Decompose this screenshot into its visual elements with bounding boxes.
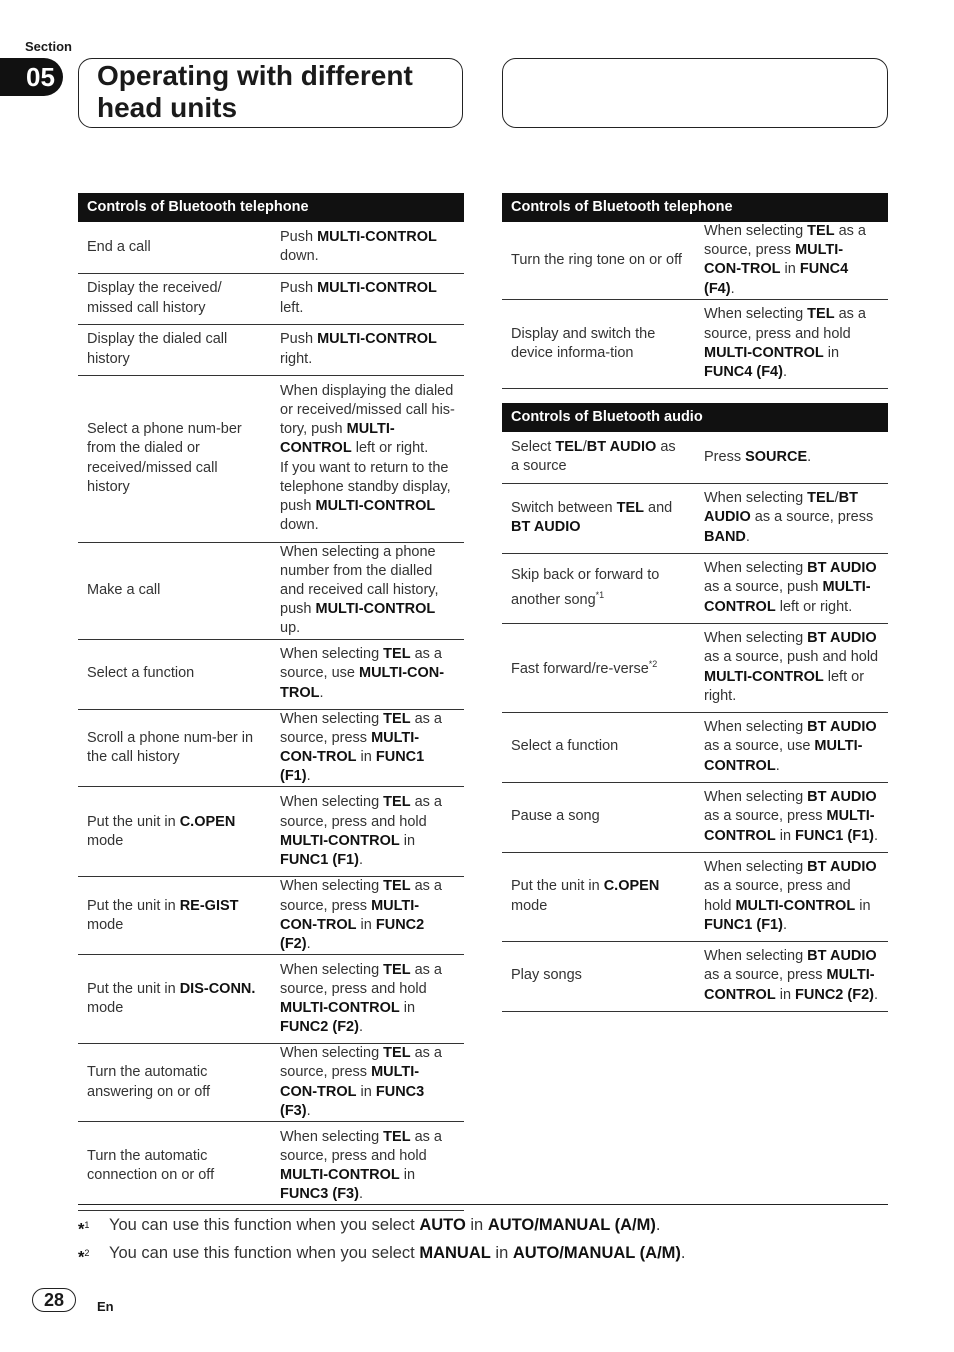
function-cell: Put the unit in C.OPEN mode (502, 852, 695, 941)
function-cell: Put the unit in DIS-CONN. mode (78, 955, 271, 1044)
footnote-mark: *$^1$ (78, 1220, 90, 1239)
function-cell: Switch between TEL and BT AUDIO (502, 483, 695, 553)
empty-header-frame (502, 58, 888, 128)
function-cell: Select a function (502, 712, 695, 782)
operation-cell: When selecting TEL as a source, press MULTI-CON-TROL in FUNC1 (F1). (271, 709, 464, 787)
table-row (78, 542, 464, 639)
table-row (78, 787, 464, 877)
function-cell: Turn the ring tone on or off (502, 222, 695, 299)
language-label: En (97, 1299, 114, 1314)
footnote-text: You can use this function when you select MANUAL in AUTO/MANUAL (A/M). (109, 1243, 686, 1262)
table-row (502, 852, 888, 941)
table-header: Controls of Bluetooth telephone (502, 193, 888, 222)
operation-cell: When selecting BT AUDIO as a source, use MULTI-CONTROL. (695, 712, 888, 782)
operation-cell: Push MULTI-CONTROL right. (271, 324, 464, 375)
operation-cell: When selecting BT AUDIO as a source, press and hold MULTI-CONTROL in FUNC1 (F1). (695, 852, 888, 941)
table-row (78, 324, 464, 375)
footnotes (78, 1214, 686, 1269)
operation-cell: When selecting TEL as a source, press and hold MULTI-CONTROL in FUNC2 (F2). (271, 955, 464, 1044)
function-cell: Display the dialed call history (78, 324, 271, 375)
table-row (502, 483, 888, 553)
operation-cell: When selecting TEL as a source, press MULTI-CON-TROL in FUNC3 (F3). (271, 1044, 464, 1122)
function-cell: Put the unit in RE-GIST mode (78, 877, 271, 955)
section-label: Section (25, 39, 72, 54)
function-cell: End a call (78, 222, 271, 273)
table-row (78, 955, 464, 1044)
function-cell: Turn the automatic answering on or off (78, 1044, 271, 1122)
operation-cell: Press SOURCE. (695, 432, 888, 483)
footnote (78, 1214, 686, 1242)
operation-cell: When selecting TEL as a source, press MULTI-CON-TROL in FUNC4 (F4). (695, 222, 888, 299)
operation-cell: When selecting TEL as a source, press and hold MULTI-CONTROL in FUNC1 (F1). (271, 787, 464, 877)
operation-cell: Push MULTI-CONTROL left. (271, 273, 464, 324)
table-header: Controls of Bluetooth telephone (78, 193, 464, 222)
table-row (502, 782, 888, 852)
table-row (78, 709, 464, 787)
operation-cell: When selecting BT AUDIO as a source, push MULTI-CONTROL left or right. (695, 553, 888, 623)
operation-cell: When selecting BT AUDIO as a source, push and hold MULTI-CONTROL left or right. (695, 623, 888, 712)
table-row (78, 1044, 464, 1122)
function-cell: Fast forward/re-verse$^{*2}$ (502, 623, 695, 712)
function-cell: Display and switch the device informa-tion (502, 299, 695, 388)
function-cell: Scroll a phone num-ber in the call history (78, 709, 271, 787)
operation-cell: When selecting TEL/BT AUDIO as a source, press BAND. (695, 483, 888, 553)
footnote (78, 1242, 686, 1270)
bluetooth-telephone-table-right (502, 193, 888, 389)
operation-cell: When selecting TEL as a source, use MULTI-CON-TROL. (271, 639, 464, 709)
table-row (78, 375, 464, 542)
page-number: 28 (32, 1288, 76, 1312)
table-row (78, 639, 464, 709)
operation-cell: When selecting BT AUDIO as a source, press MULTI-CONTROL in FUNC2 (F2). (695, 941, 888, 1011)
table-row (502, 553, 888, 623)
section-number-tab: 05 (0, 58, 63, 96)
footnote-text: You can use this function when you select AUTO in AUTO/MANUAL (A/M). (109, 1216, 661, 1234)
table-row (78, 222, 464, 273)
table-header: Controls of Bluetooth audio (502, 403, 888, 432)
table-row (78, 877, 464, 955)
function-cell: Select a phone num-ber from the dialed or received/missed call history (78, 375, 271, 542)
operation-cell: When selecting TEL as a source, press and hold MULTI-CONTROL in FUNC3 (F3). (271, 1121, 464, 1210)
bluetooth-audio-table (502, 403, 888, 1012)
table-row (502, 432, 888, 483)
function-cell: Play songs (502, 941, 695, 1011)
bluetooth-telephone-table-left (78, 193, 464, 1211)
function-cell: Pause a song (502, 782, 695, 852)
function-cell: Select a function (78, 639, 271, 709)
footnote-divider (78, 1204, 888, 1205)
table-row (502, 222, 888, 299)
function-cell: Select TEL/BT AUDIO as a source (502, 432, 695, 483)
table-row (502, 299, 888, 388)
table-row (78, 273, 464, 324)
table-row (78, 1121, 464, 1210)
operation-cell: Push MULTI-CONTROL down. (271, 222, 464, 273)
function-cell: Skip back or forward to another song$^{*1}$ (502, 553, 695, 623)
operation-cell: When selecting BT AUDIO as a source, press MULTI-CONTROL in FUNC1 (F1). (695, 782, 888, 852)
function-cell: Make a call (78, 542, 271, 639)
function-cell: Put the unit in C.OPEN mode (78, 787, 271, 877)
operation-cell: When displaying the dialed or received/missed call his-tory, push MULTI-CONTROL left or right. If you want to return to the telephone standby display, push MULTI-CONTROL down. (271, 375, 464, 542)
function-cell: Turn the automatic connection on or off (78, 1121, 271, 1210)
function-cell: Display the received/ missed call history (78, 273, 271, 324)
page-title: Operating with different head units (97, 60, 413, 123)
footnote-mark: *$^2$ (78, 1247, 90, 1266)
table-row (502, 712, 888, 782)
operation-cell: When selecting TEL as a source, press MULTI-CON-TROL in FUNC2 (F2). (271, 877, 464, 955)
operation-cell: When selecting a phone number from the dialled and received call history, push MULTI-CONTROL up. (271, 542, 464, 639)
table-row (502, 623, 888, 712)
operation-cell: When selecting TEL as a source, press and hold MULTI-CONTROL in FUNC4 (F4). (695, 299, 888, 388)
table-row (502, 941, 888, 1011)
